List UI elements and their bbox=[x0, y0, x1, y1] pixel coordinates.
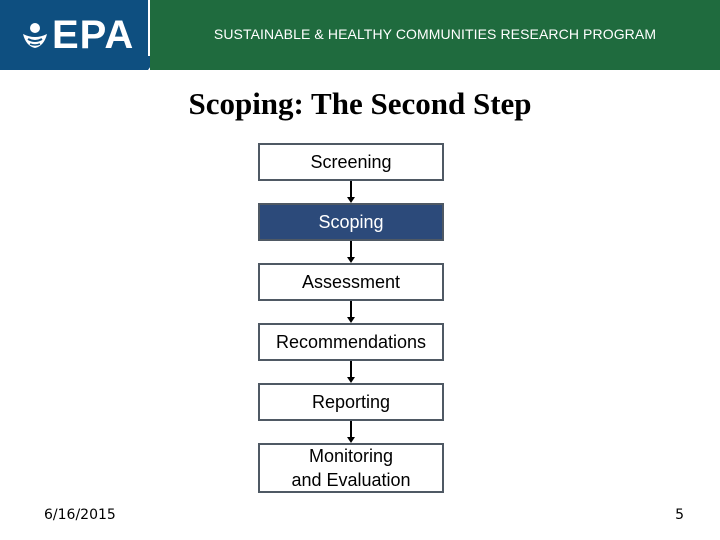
step-label-line-2: and Evaluation bbox=[291, 470, 411, 490]
epa-logo bbox=[0, 0, 148, 70]
slide-header bbox=[0, 0, 720, 70]
step-screening bbox=[258, 143, 444, 181]
step-label-line-1: Monitoring bbox=[308, 446, 394, 466]
footer-page-number: 5 bbox=[675, 507, 684, 523]
connector-line bbox=[350, 421, 352, 438]
connector-line bbox=[350, 181, 352, 198]
epa-logo-text: EPA bbox=[52, 13, 135, 57]
program-banner-text: SUSTAINABLE & HEALTHY COMMUNITIES RESEARCH PROGRAM bbox=[213, 26, 657, 42]
connector-line bbox=[350, 361, 352, 378]
step-label: Scoping bbox=[318, 212, 384, 232]
step-label: Recommendations bbox=[275, 332, 427, 352]
connector-line bbox=[350, 241, 352, 258]
program-banner bbox=[150, 0, 720, 70]
connector-line bbox=[350, 301, 352, 318]
step-recommendations bbox=[258, 323, 444, 361]
slide-title: Scoping: The Second Step bbox=[188, 86, 532, 121]
step-label: Reporting bbox=[311, 392, 391, 412]
footer-date: 6/16/2015 bbox=[44, 507, 116, 523]
epa-flower-icon bbox=[20, 20, 50, 50]
step-reporting bbox=[258, 383, 444, 421]
step-monitoring-evaluation bbox=[258, 443, 444, 493]
step-label: Assessment bbox=[301, 272, 401, 292]
step-scoping bbox=[258, 203, 444, 241]
step-label: Screening bbox=[310, 152, 392, 172]
step-assessment bbox=[258, 263, 444, 301]
